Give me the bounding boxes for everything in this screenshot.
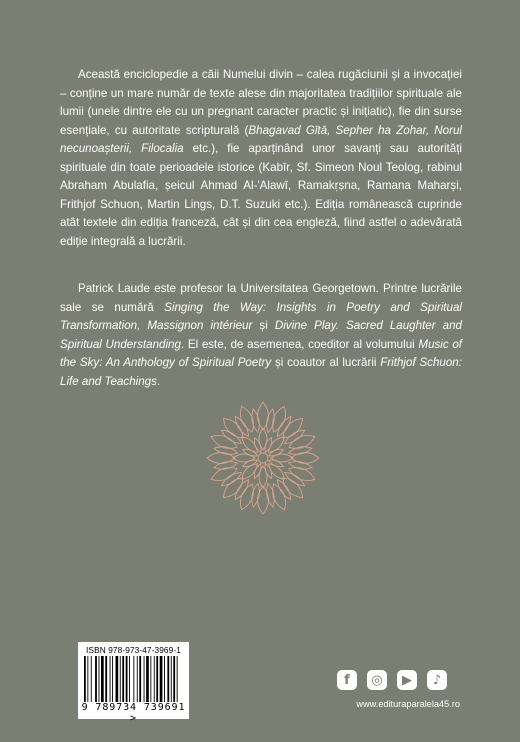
- outer-petal: [220, 474, 248, 502]
- bio-text: . El este, de asemenea, coeditor al volumului: [180, 337, 419, 351]
- barcode-bar: [95, 656, 97, 702]
- barcode-digits: 9 789734 739691 >: [81, 702, 186, 724]
- core-petal: [242, 447, 259, 458]
- instagram-icon[interactable]: ◎: [367, 670, 387, 690]
- barcode-bar: [154, 656, 155, 702]
- isbn-label: ISBN 978-973-47-3969-1: [86, 645, 181, 655]
- bio-title-3: Music of the Sky: An Anthology of Spiritual Poetry: [60, 337, 463, 369]
- inner-petal: [259, 428, 267, 450]
- barcode-bar: [156, 656, 158, 702]
- lotus-mandala-icon: [203, 398, 323, 518]
- barcode-bar: [160, 656, 163, 702]
- social-icons: [337, 670, 447, 690]
- inner-petal: [233, 454, 255, 462]
- mid-petal: [288, 445, 313, 457]
- mid-petal: [283, 470, 307, 489]
- barcode-bar: [101, 656, 104, 702]
- barcode-bar: [171, 656, 172, 702]
- barcode-bar: [116, 656, 119, 702]
- barcode-bar: [112, 656, 113, 702]
- bio-title-2: Divine Play. Sacred Laughter and Spiritual Understanding: [60, 319, 462, 351]
- bio-text: și: [252, 319, 275, 332]
- barcode-bar: [129, 656, 130, 702]
- barcode-bar: [122, 656, 124, 702]
- barcode-bar: [177, 656, 178, 702]
- inner-petal: [266, 434, 287, 455]
- barcode-bar: [99, 656, 100, 702]
- mid-petal: [250, 483, 262, 508]
- barcode-bar: [120, 656, 121, 702]
- youtube-icon[interactable]: ▶: [397, 670, 417, 690]
- outer-petal: [279, 474, 307, 502]
- barcode-bar: [173, 656, 175, 702]
- barcode-bar: [146, 656, 149, 702]
- barcode-bar: [139, 656, 141, 702]
- barcode-bars: [84, 656, 183, 702]
- barcode-bar: [91, 656, 92, 702]
- barcode-bar: [164, 656, 165, 702]
- mid-petal: [219, 470, 243, 489]
- bio-title-1: Singing the Way: Insights in Poetry and Spiritual Transformation, Massignon intérieur: [60, 300, 462, 332]
- bio-text: și coautor al lucrării: [271, 356, 381, 369]
- facebook-icon[interactable]: f: [337, 670, 357, 690]
- mid-petal: [213, 460, 238, 472]
- barcode-bar: [110, 656, 111, 702]
- barcode-bar: [137, 656, 138, 702]
- bio-title-4: Frithjof Schuon: Life and Teachings: [60, 356, 462, 388]
- inner-petal: [239, 461, 260, 482]
- barcode-bar: [167, 656, 169, 702]
- mandala-center: [258, 453, 268, 463]
- mid-petal: [275, 478, 294, 502]
- core-petal: [263, 463, 274, 480]
- barcode-bar: [126, 656, 128, 702]
- description-text-end: etc.), fie aparținând unor savanți sau autorități spirituale din toate perioadele istorice (Kabīr, Sf. Simeon Noul Teolog, rabinul Abraham Abulafia, șeicul Ahmad Al-'Alawī, Ramakṛṣna, Ramana Maharși, Frithjof Schuon, Martin Lings, D.T. Suzuki etc.). Ediția românească cuprinde atât textele din ediția franceză, cât și din cea engleză, fiind astfel o adevărată ediție integrală a lucrării.: [60, 142, 463, 248]
- barcode-bar: [84, 656, 86, 702]
- barcode-bar: [144, 656, 145, 702]
- core-petal: [242, 458, 259, 469]
- mid-petal: [275, 414, 294, 438]
- mid-petal: [213, 445, 238, 457]
- mid-petal: [232, 478, 251, 502]
- bio-text: .: [156, 374, 161, 388]
- inner-petal: [271, 454, 293, 462]
- tiktok-icon[interactable]: ♪: [427, 670, 447, 690]
- mid-petal: [283, 427, 307, 446]
- barcode-bar: [150, 656, 151, 702]
- outer-petal: [220, 415, 248, 443]
- bio-text: Patrick Laude este profesor la Universitatea Georgetown. Printre lucrările sale se numără: [60, 282, 462, 314]
- mid-petal: [232, 414, 251, 438]
- mid-petal: [219, 427, 243, 446]
- core-petal: [252, 437, 263, 454]
- mid-petal: [265, 408, 277, 433]
- mid-petal: [250, 408, 262, 433]
- description-text: Această enciclopedie a căii Numelui divin – calea rugăciunii și a invocației – conține un mare număr de texte alese din majoritatea tradițiilor spirituale ale lumii (unele dintre ele cu un pregnant caracter practic și inițiatic), fie din surse esențiale, cu autoritate scripturală (: [60, 68, 462, 137]
- inner-petal: [266, 461, 287, 482]
- inner-petal: [259, 466, 267, 488]
- mid-petal: [265, 483, 277, 508]
- description-italic-titles: Bhagavad Gītā, Sepher ha Zohar, Norul necunoașterii, Filocalia: [60, 123, 462, 155]
- mid-petal: [288, 460, 313, 472]
- publisher-website[interactable]: www.edituraparalela45.ro: [356, 699, 460, 709]
- barcode-bar: [133, 656, 134, 702]
- core-petal: [263, 437, 274, 454]
- author-bio-paragraph: [60, 280, 462, 391]
- core-petal: [252, 463, 263, 480]
- barcode: [78, 642, 189, 724]
- barcode-bar: [105, 656, 107, 702]
- core-petal: [268, 447, 285, 458]
- inner-petal: [239, 434, 260, 455]
- core-petal: [268, 458, 285, 469]
- barcode-bar: [87, 656, 88, 702]
- description-paragraph: [60, 66, 462, 251]
- outer-petal: [279, 415, 307, 443]
